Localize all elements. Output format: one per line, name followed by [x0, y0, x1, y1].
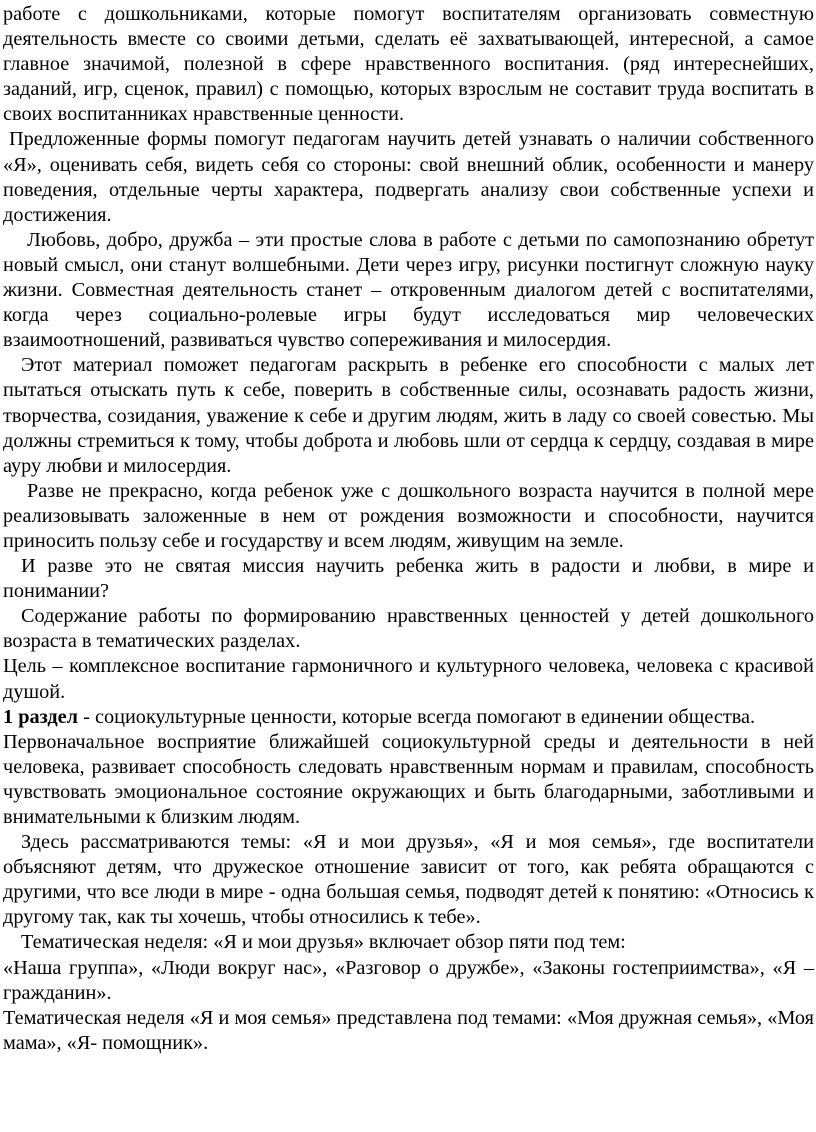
section-1-heading: 1 раздел [3, 705, 79, 728]
paragraph-initial-perception: Первоначальное восприятие ближайшей социокультурной среды и деятельности в ней человека, развивает способность следовать нравственным нормам и правилам, способность чувствовать эмоциональное состояние окружающих и быть благодарными, заботливыми и внимательными к близким людям. [3, 730, 814, 828]
paragraph-intro-continuation: работе с дошкольниками, которые помогут воспитателям организовать совместную деятельность вместе со своими детьми, сделать её захватывающей, интересной, а самое главное значимой, полезной в сфере нравственного воспитания. (ряд интереснейших, заданий, игр, сценок, правил) с помощью, которых взрослым не составит труда воспитать в своих воспитанниках нравственные ценности. [3, 3, 814, 126]
paragraph-topics: Здесь рассматриваются темы: «Я и мои друзья», «Я и моя семья», где воспитатели объясняют детям, что дружеское отношение зависит от того, как ребята обращаются с другими, что все люди в мире - одна большая семья, подводят детей к понятию: «Относись к другому так, как ты хочешь, чтобы относились к тебе». [3, 831, 814, 929]
paragraph-love-kindness: Любовь, добро, дружба – эти простые слова в работе с детьми по самопознанию обретут новый смысл, они станут волшебными. Дети через игру, рисунки постигнут сложную науку жизни. Совместная деятельность станет – откровенным диалогом детей с воспитателями, когда через социально-ролевые игры будут исследоваться мир человеческих взаимоотношений, развиваться чувство сопереживания и милосердия. [3, 228, 814, 352]
paragraph-realize-abilities: Разве не прекрасно, когда ребенок уже с дошкольного возраста научится в полной мере реализовывать заложенные в нем от рождения возможности и способности, научится приносить пользу себе и государству и всем людям, живущим на земле. [3, 479, 814, 552]
paragraph-week-friends: Тематическая неделя: «Я и мои друзья» включает обзор пяти под тем: [21, 931, 626, 954]
paragraph-week-friends-subtopics: «Наша группа», «Люди вокруг нас», «Разговор о дружбе», «Законы гостеприимства», «Я – гражданин». [3, 956, 814, 1004]
paragraph-week-family: Тематическая неделя «Я и моя семья» представлена под темами: «Моя дружная семья», «Моя мама», «Я- помощник». [3, 1006, 814, 1054]
paragraph-holy-mission: И разве это не святая миссия научить ребенка жить в радости и любви, в мире и понимании? [3, 555, 814, 603]
section-1-description: - социокультурные ценности, которые всегда помогают в единении общества. [78, 705, 756, 728]
paragraph-section-1 [3, 705, 814, 730]
paragraph-goal: Цель – комплексное воспитание гармоничного и культурного человека, человека с красивой душой. [3, 655, 814, 703]
paragraph-self-awareness: Предложенные формы помогут педагогам научить детей узнавать о наличии собственного «Я», оценивать себя, видеть себя со стороны: свой внешний облик, особенности и манеру поведения, отдельные черты характера, подвергать анализу свои собственные успехи и достижения. [3, 128, 814, 226]
paragraph-content-overview: Содержание работы по формированию нравственных ценностей у детей дошкольного возраста в тематических разделах. [3, 605, 814, 653]
paragraph-material-helps: Этот материал поможет педагогам раскрыть в ребенке его способности с малых лет пытаться отыскать путь к себе, поверить в собственные силы, осознавать радость жизни, творчества, созидания, уважение к себе и другим людям, жить в ладу со своей совестью. Мы должны стремиться к тому, чтобы доброта и любовь шли от сердца к сердцу, создавая в мире ауру любви и милосердия. [3, 354, 814, 477]
